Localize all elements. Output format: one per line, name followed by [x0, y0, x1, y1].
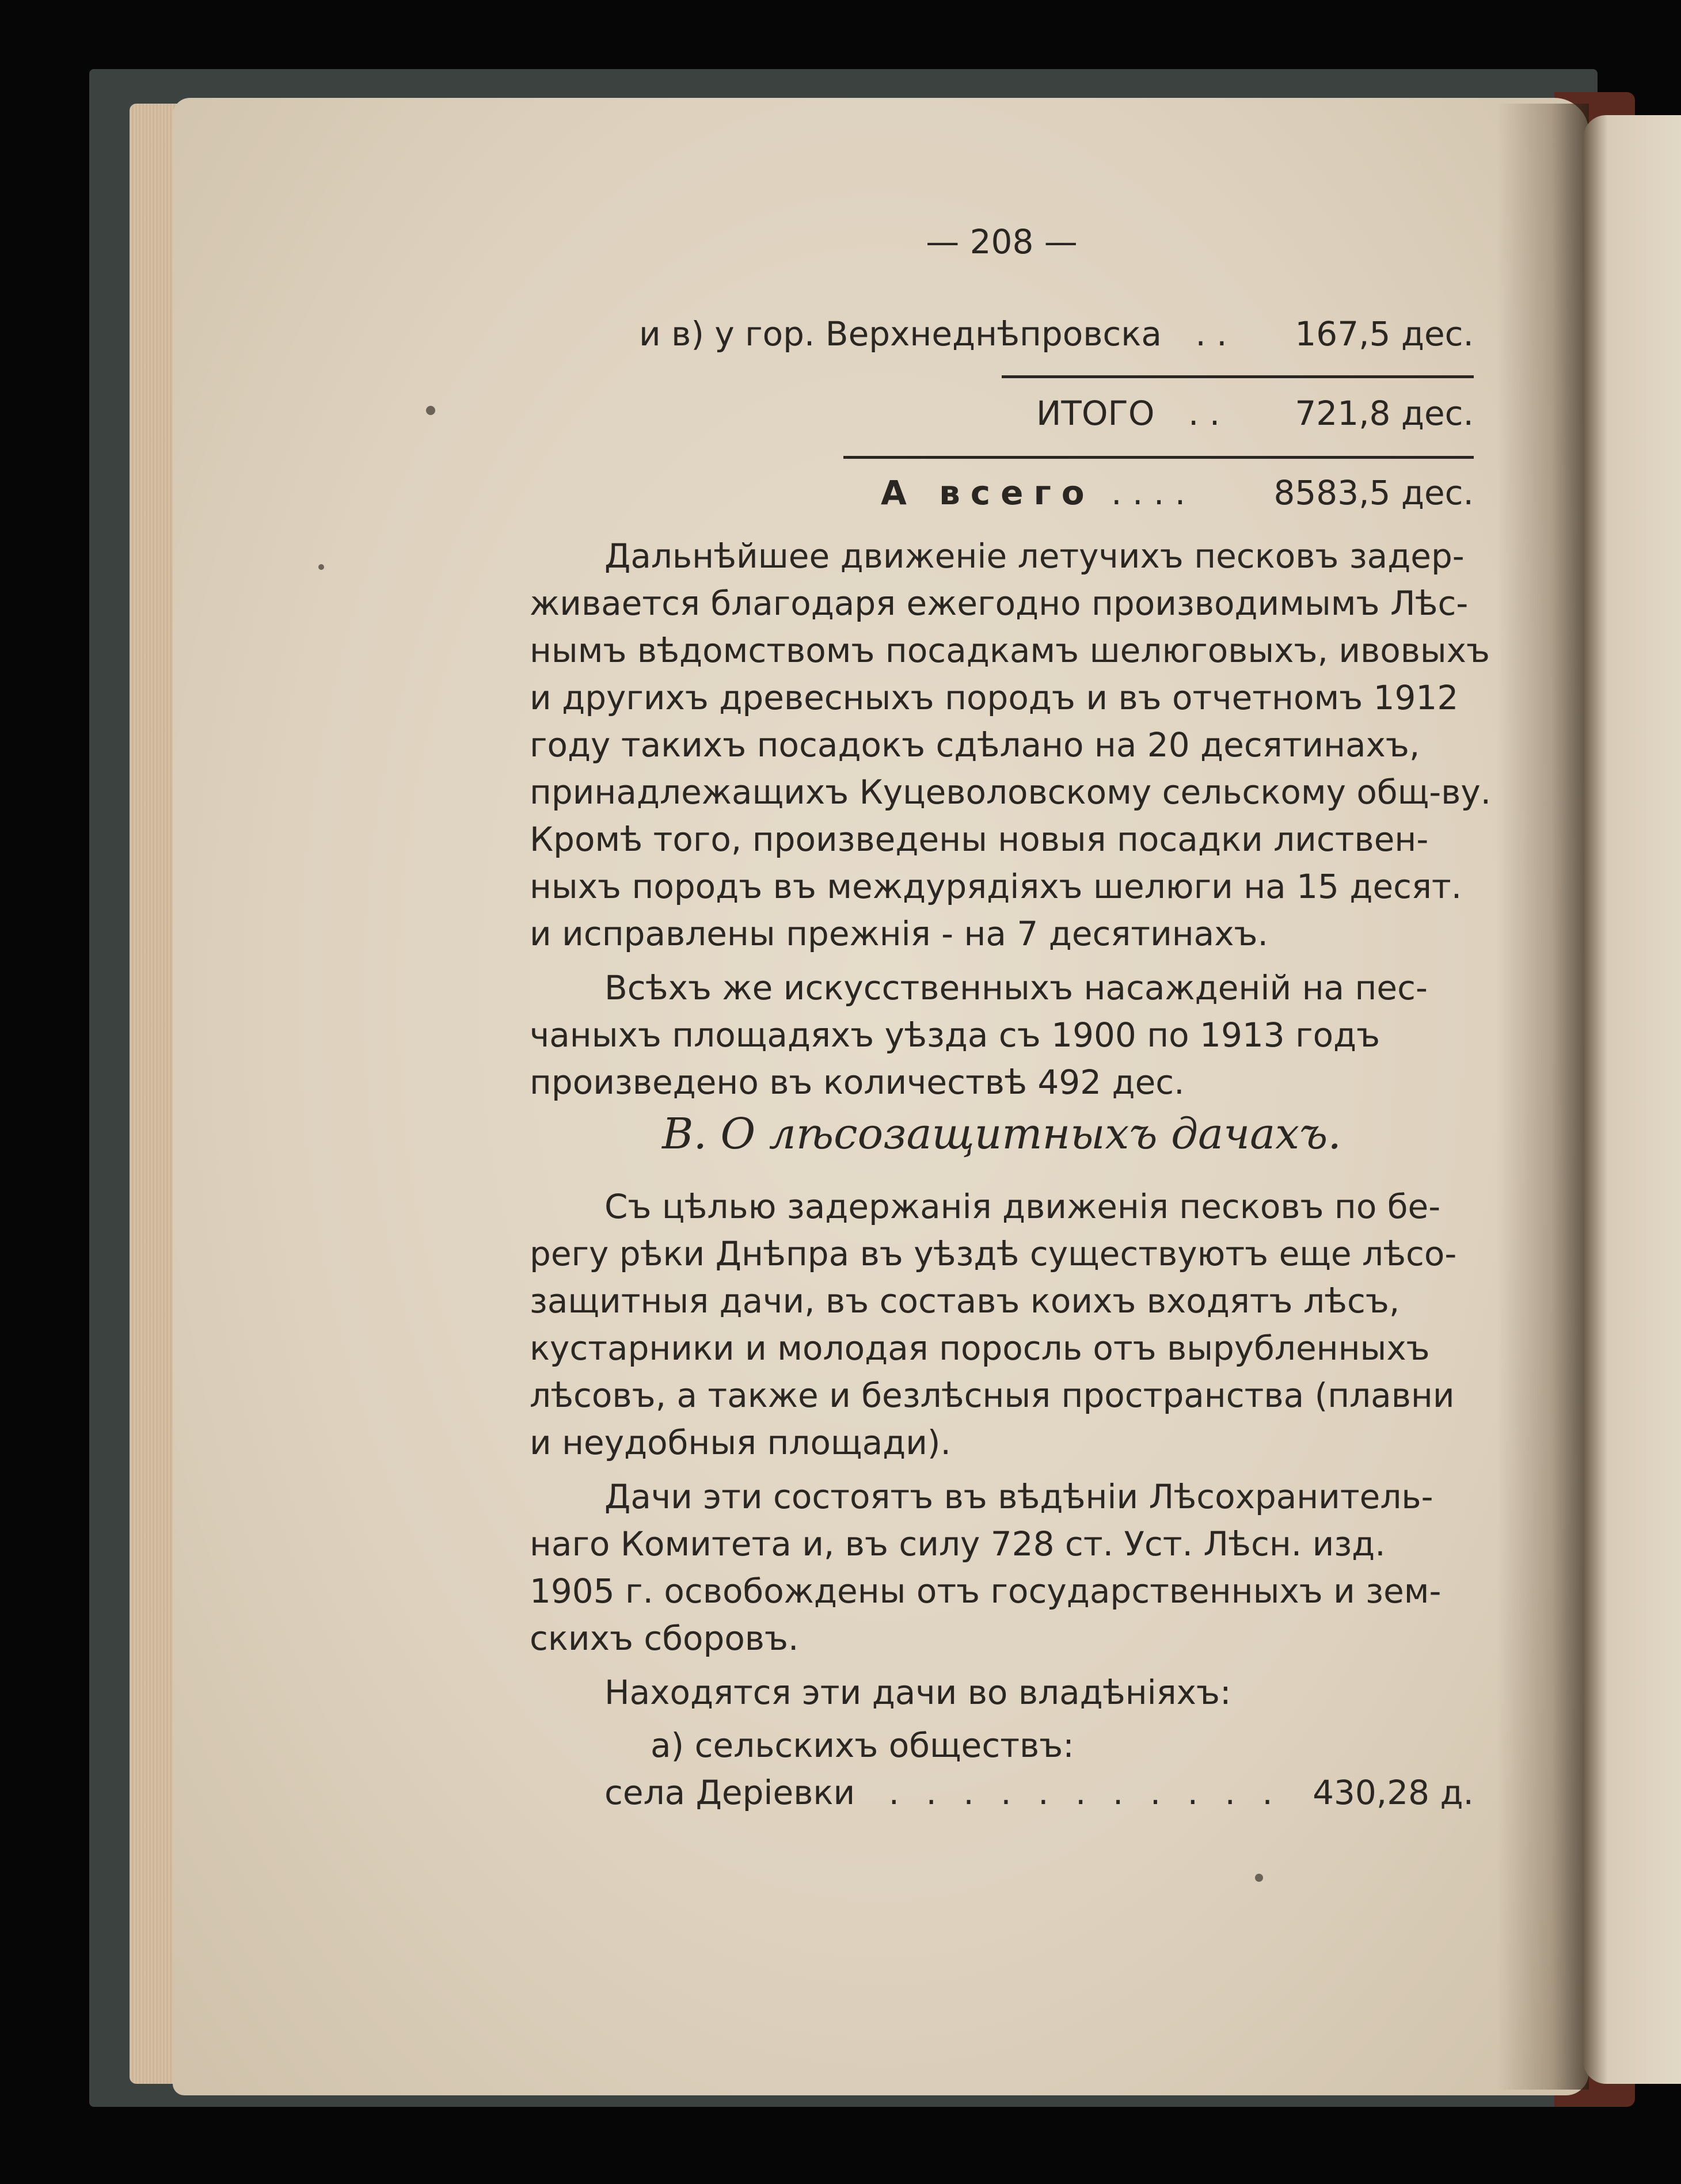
- itogo-value: 721,8 дес.: [1295, 394, 1474, 433]
- vsego-value: 8583,5 дес.: [1273, 473, 1474, 512]
- derievka-value: 430,28 д.: [1313, 1773, 1474, 1812]
- text-line: наго Комитета и, въ силу 728 ст. Уст. Лѣсн. изд.: [530, 1524, 1386, 1563]
- text-line: кустарники и молодая поросль отъ вырубленныхъ: [530, 1329, 1430, 1368]
- page-gutter-shadow: [1497, 104, 1589, 2090]
- leader-dots: . . . .: [1111, 473, 1186, 512]
- text-line: живается благодаря ежегодно производимымъ Лѣс-: [530, 584, 1469, 623]
- itogo-label: ИТОГО: [1036, 394, 1155, 433]
- text-line: защитныя дачи, въ составъ коихъ входятъ лѣсъ,: [530, 1281, 1400, 1321]
- text-line: Съ цѣлью задержанія движенія песковъ по бе-: [604, 1187, 1441, 1226]
- leader-dots: . .: [1188, 394, 1220, 433]
- text-line: и другихъ древесныхъ породъ и въ отчетномъ 1912: [530, 678, 1459, 717]
- next-page-edge: [1583, 115, 1681, 2084]
- text-line: лѣсовъ, а также и безлѣсныя пространства (плавни: [530, 1376, 1455, 1415]
- ink-spot: [318, 564, 324, 570]
- text-line: чаныхъ площадяхъ уѣзда съ 1900 по 1913 годъ: [530, 1015, 1380, 1055]
- text-line: году такихъ посадокъ сдѣлано на 20 десятинахъ,: [530, 725, 1420, 764]
- ink-spot: [426, 406, 435, 415]
- sum-rule: [1002, 375, 1474, 378]
- text-line: и неудобныя площади).: [530, 1423, 951, 1462]
- text-line: Кромѣ того, произведены новыя посадки листвен-: [530, 820, 1429, 859]
- ink-spot: [1255, 1874, 1263, 1882]
- text-line: Находятся эти дачи во владѣніяхъ:: [604, 1673, 1231, 1712]
- section-heading: В. О лѣсозащитныхъ дачахъ.: [662, 1109, 1341, 1159]
- text-line: ныхъ породъ въ междурядіяхъ шелюги на 15 десят.: [530, 867, 1462, 906]
- sum-rule: [843, 456, 1474, 459]
- leader-dots: . . . . . . . . . . .: [888, 1773, 1281, 1812]
- text-line: Дальнѣйшее движеніе летучихъ песковъ задер-: [604, 537, 1465, 576]
- text-line: принадлежащихъ Куцеволовскому сельскому общ-ву.: [530, 773, 1492, 812]
- text-line: Всѣхъ же искусственныхъ насажденій на пес-: [604, 968, 1428, 1007]
- itogo-line: [1036, 390, 1474, 436]
- derievka-line: [604, 1770, 1474, 1816]
- derievka-label: села Деріевки: [604, 1773, 855, 1812]
- sub-heading-a: а) сельскихъ обществъ:: [651, 1726, 1074, 1765]
- text-line: нымъ вѣдомствомъ посадкамъ шелюговыхъ, ивовыхъ: [530, 631, 1490, 670]
- total-line-v: [639, 311, 1474, 357]
- leader-dots: . .: [1195, 314, 1227, 353]
- text-line: скихъ сборовъ.: [530, 1619, 799, 1658]
- page-number: — 208 —: [926, 222, 1078, 261]
- text-line: 1905 г. освобождены отъ государственныхъ и зем-: [530, 1572, 1442, 1611]
- vsego-line: [881, 470, 1474, 516]
- total-label: и в) у гор. Верхнеднѣпровска: [639, 314, 1162, 353]
- total-value: 167,5 дес.: [1295, 314, 1474, 353]
- vsego-label: А всего: [881, 473, 1095, 512]
- text-line: и исправлены прежнія - на 7 десятинахъ.: [530, 914, 1268, 953]
- text-line: произведено въ количествѣ 492 дес.: [530, 1063, 1185, 1102]
- text-line: Дачи эти состоятъ въ вѣдѣніи Лѣсохранитель-: [604, 1477, 1433, 1516]
- text-line: регу рѣки Днѣпра въ уѣздѣ существуютъ еще лѣсо-: [530, 1234, 1457, 1273]
